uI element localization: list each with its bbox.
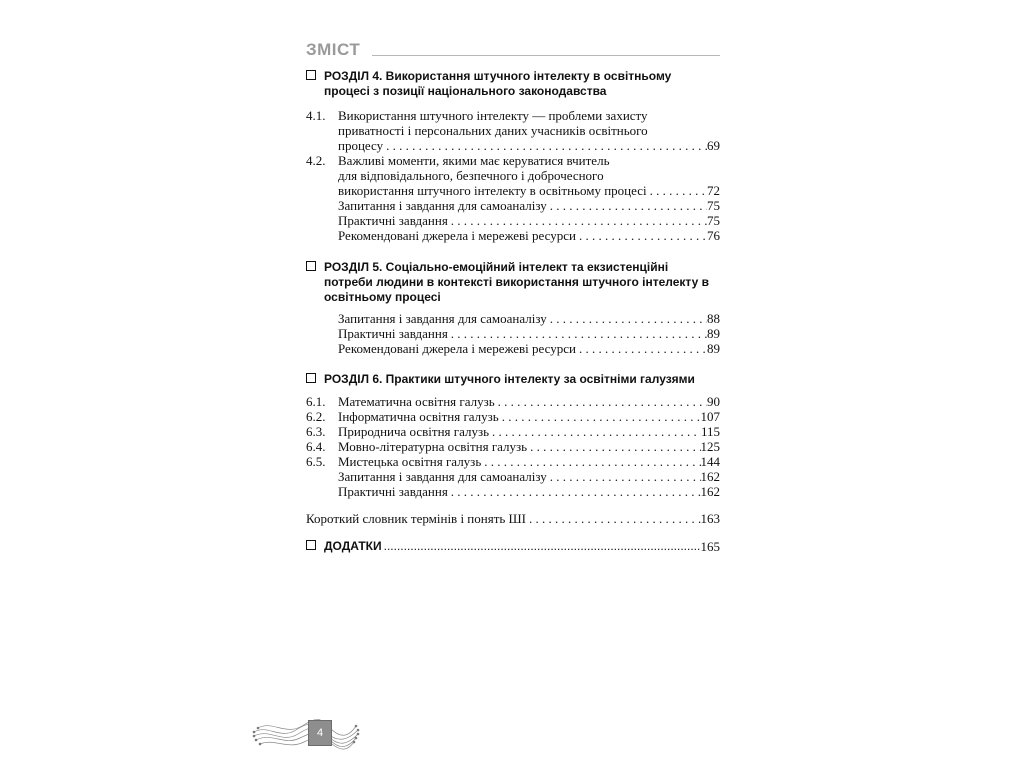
page-ref: 75: [707, 198, 720, 213]
dot-leader: [526, 511, 701, 526]
page-ref: 72: [707, 183, 720, 198]
entry-number: 6.1.: [306, 394, 326, 409]
page-ref: 89: [707, 341, 720, 356]
toc-entry-glossary[interactable]: [306, 511, 720, 526]
toc-entry-questions[interactable]: [306, 311, 720, 326]
entry-text: приватності і персональних даних учасників освітнього: [338, 123, 648, 138]
dot-leader: [499, 409, 701, 424]
page-ref: 163: [700, 511, 720, 526]
page-ref: 75: [707, 213, 720, 228]
toc-entry-resources[interactable]: [306, 341, 720, 356]
entry-text: Використання штучного інтелекту — проблеми захисту: [338, 108, 648, 123]
checkbox-square-icon: [306, 261, 316, 271]
dot-leader: [576, 228, 707, 243]
toc-entry-6-1[interactable]: [306, 394, 720, 409]
dot-leader: [527, 439, 700, 454]
page-ref: 107: [700, 409, 720, 424]
checkbox-square-icon: [306, 373, 316, 383]
entry-text: Практичні завдання: [338, 213, 448, 228]
toc-entry-6-2[interactable]: [306, 409, 720, 424]
section-title: РОЗДІЛ 4. Використання штучного інтелекту в освітньому процесі з позиції національного законодавства: [324, 69, 672, 98]
page-ref: 162: [700, 484, 720, 499]
entry-text: Математична освітня галузь: [338, 394, 495, 409]
entry-text: Рекомендовані джерела і мережеві ресурси: [338, 341, 576, 356]
dot-leader: [382, 539, 701, 554]
entry-number: 4.2.: [306, 153, 326, 168]
page-ref: 162: [700, 469, 720, 484]
entry-text: Мистецька освітня галузь: [338, 454, 482, 469]
toc-entry-4-1[interactable]: [306, 108, 720, 153]
toc-entry-practical[interactable]: [306, 213, 720, 228]
dot-leader: [448, 484, 701, 499]
toc-entry-resources[interactable]: [306, 228, 720, 243]
toc-entry-questions[interactable]: [306, 469, 720, 484]
entry-number: 6.3.: [306, 424, 326, 439]
dot-leader: [448, 326, 707, 341]
dot-leader: [495, 394, 707, 409]
dot-leader: [547, 198, 707, 213]
section-4-heading[interactable]: [306, 69, 720, 99]
toc-entry-practical[interactable]: [306, 326, 720, 341]
entry-text: Важливі моменти, якими має керуватися вчитель: [338, 153, 610, 168]
header-rule: [372, 55, 720, 56]
entry-text: Природнича освітня галузь: [338, 424, 490, 439]
entry-number: 6.2.: [306, 409, 326, 424]
page-ref: 89: [707, 326, 720, 341]
entry-text: Практичні завдання: [338, 484, 448, 499]
entry-text: Короткий словник термінів і понять ШІ: [306, 511, 526, 526]
entry-text: Інформатична освітня галузь: [338, 409, 499, 424]
toc-entry-6-5[interactable]: [306, 454, 720, 469]
circuit-lines-icon: [250, 712, 362, 754]
checkbox-square-icon: [306, 70, 316, 80]
dot-leader: [547, 311, 707, 326]
toc-entry-4-2[interactable]: [306, 153, 720, 198]
section-title: РОЗДІЛ 5. Соціально-емоційний інтелект та екзистенційні потреби людини в контексті використання штучного інтелекту в освітньому процесі: [324, 260, 709, 304]
dot-leader: [489, 424, 701, 439]
page-ref: 144: [700, 454, 720, 469]
entry-number: 6.4.: [306, 439, 326, 454]
page-ref: 125: [700, 439, 720, 454]
section-title: РОЗДІЛ 6. Практики штучного інтелекту за освітніми галузями: [324, 372, 695, 386]
toc-entry-practical[interactable]: [306, 484, 720, 499]
dot-leader: [448, 213, 707, 228]
section-6-heading[interactable]: [306, 372, 720, 387]
entry-text: Запитання і завдання для самоаналізу: [338, 198, 547, 213]
dot-leader: [383, 138, 707, 153]
toc-entry-questions[interactable]: [306, 198, 720, 213]
contents-header: [306, 40, 720, 62]
entry-text: Рекомендовані джерела і мережеві ресурси: [338, 228, 576, 243]
page-ref: 76: [707, 228, 720, 243]
page-ref: 88: [707, 311, 720, 326]
toc-entry-6-3[interactable]: [306, 424, 720, 439]
dot-leader: [481, 454, 700, 469]
dot-leader: [576, 341, 707, 356]
page-number: 4: [308, 720, 332, 746]
entry-text: використання штучного інтелекту в освітньому процесі: [338, 183, 647, 198]
entry-text: процесу: [338, 138, 384, 153]
entry-text: для відповідального, безпечного і доброчесного: [338, 168, 604, 183]
entry-text: Запитання і завдання для самоаналізу: [338, 311, 547, 326]
appendix-heading[interactable]: [306, 539, 720, 554]
entry-number: 6.5.: [306, 454, 326, 469]
appendix-label: ДОДАТКИ: [324, 539, 382, 553]
page-ref: 165: [700, 539, 720, 554]
page-ref: 90: [707, 394, 720, 409]
entry-text: Мовно-літературна освітня галузь: [338, 439, 528, 454]
dot-leader: [547, 469, 701, 484]
page-ref: 115: [700, 424, 720, 439]
toc-entry-6-4[interactable]: [306, 439, 720, 454]
entry-text: Запитання і завдання для самоаналізу: [338, 469, 547, 484]
entry-text: Практичні завдання: [338, 326, 448, 341]
entry-number: 4.1.: [306, 108, 326, 123]
page-ref: 69: [707, 138, 720, 153]
page-title: ЗМІСТ: [306, 40, 361, 59]
section-5-heading[interactable]: [306, 260, 720, 305]
checkbox-square-icon: [306, 540, 316, 550]
dot-leader: [647, 183, 707, 198]
